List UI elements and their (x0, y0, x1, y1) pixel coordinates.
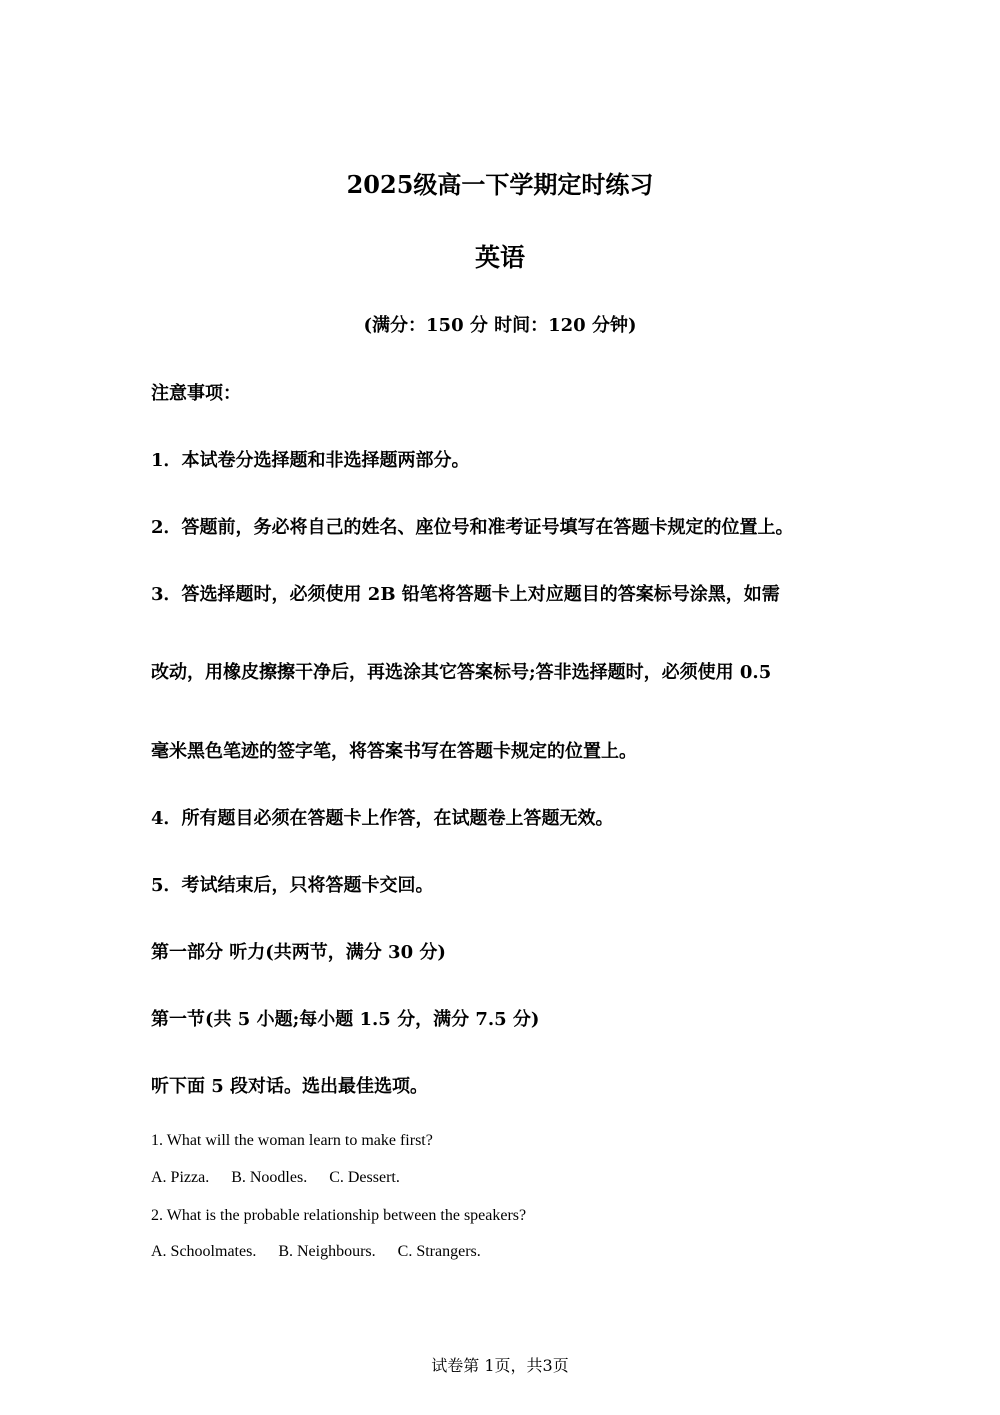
section-heading: 第一节(共 5 小题;每小题 1.5 分，满分 7.5 分) (151, 1009, 540, 1030)
question-2-option-a: A. Schoolmates. (151, 1243, 257, 1260)
question-2-option-c: C. Strangers. (397, 1243, 481, 1260)
notice-item-2: 2．答题前，务必将自己的姓名、座位号和准考证号填写在答题卡规定的位置上。 (151, 517, 794, 538)
notice-heading: 注意事项： (151, 383, 241, 404)
listening-instruction: 听下面 5 段对话。选出最佳选项。 (151, 1076, 429, 1097)
subject-title: 英语 (474, 243, 525, 272)
score-time-info: (满分：150 分 时间：120 分钟) (363, 315, 637, 336)
question-1-option-a: A. Pizza. (151, 1169, 210, 1186)
exam-title: 2025级高一下学期定时练习 (346, 170, 654, 199)
notice-item-4: 4．所有题目必须在答题卡上作答，在试题卷上答题无效。 (151, 808, 614, 829)
page-footer: 试卷第 1页，共3页 (431, 1356, 569, 1375)
notice-item-3-line-1: 3．答选择题时，必须使用 2B 铅笔将答题卡上对应题目的答案标号涂黑，如需 (151, 584, 780, 605)
question-1-options (151, 1170, 418, 1186)
question-2-options (151, 1244, 499, 1260)
notice-item-5: 5．考试结束后，只将答题卡交回。 (151, 875, 434, 896)
notice-item-3-line-2: 改动，用橡皮擦擦干净后，再选涂其它答案标号;答非选择题时，必须使用 0.5 (151, 662, 772, 683)
question-2-option-b: B. Neighbours. (278, 1243, 376, 1260)
notice-item-1: 1．本试卷分选择题和非选择题两部分。 (151, 450, 470, 471)
question-1-option-b: B. Noodles. (231, 1169, 308, 1186)
notice-item-3-line-3: 毫米黑色笔迹的签字笔，将答案书写在答题卡规定的位置上。 (151, 741, 637, 762)
question-1-option-c: C. Dessert. (329, 1169, 400, 1186)
question-1-text: 1. What will the woman learn to make first? (151, 1132, 433, 1149)
question-2-text: 2. What is the probable relationship between the speakers? (151, 1207, 527, 1224)
part-heading: 第一部分 听力(共两节，满分 30 分) (151, 942, 446, 963)
